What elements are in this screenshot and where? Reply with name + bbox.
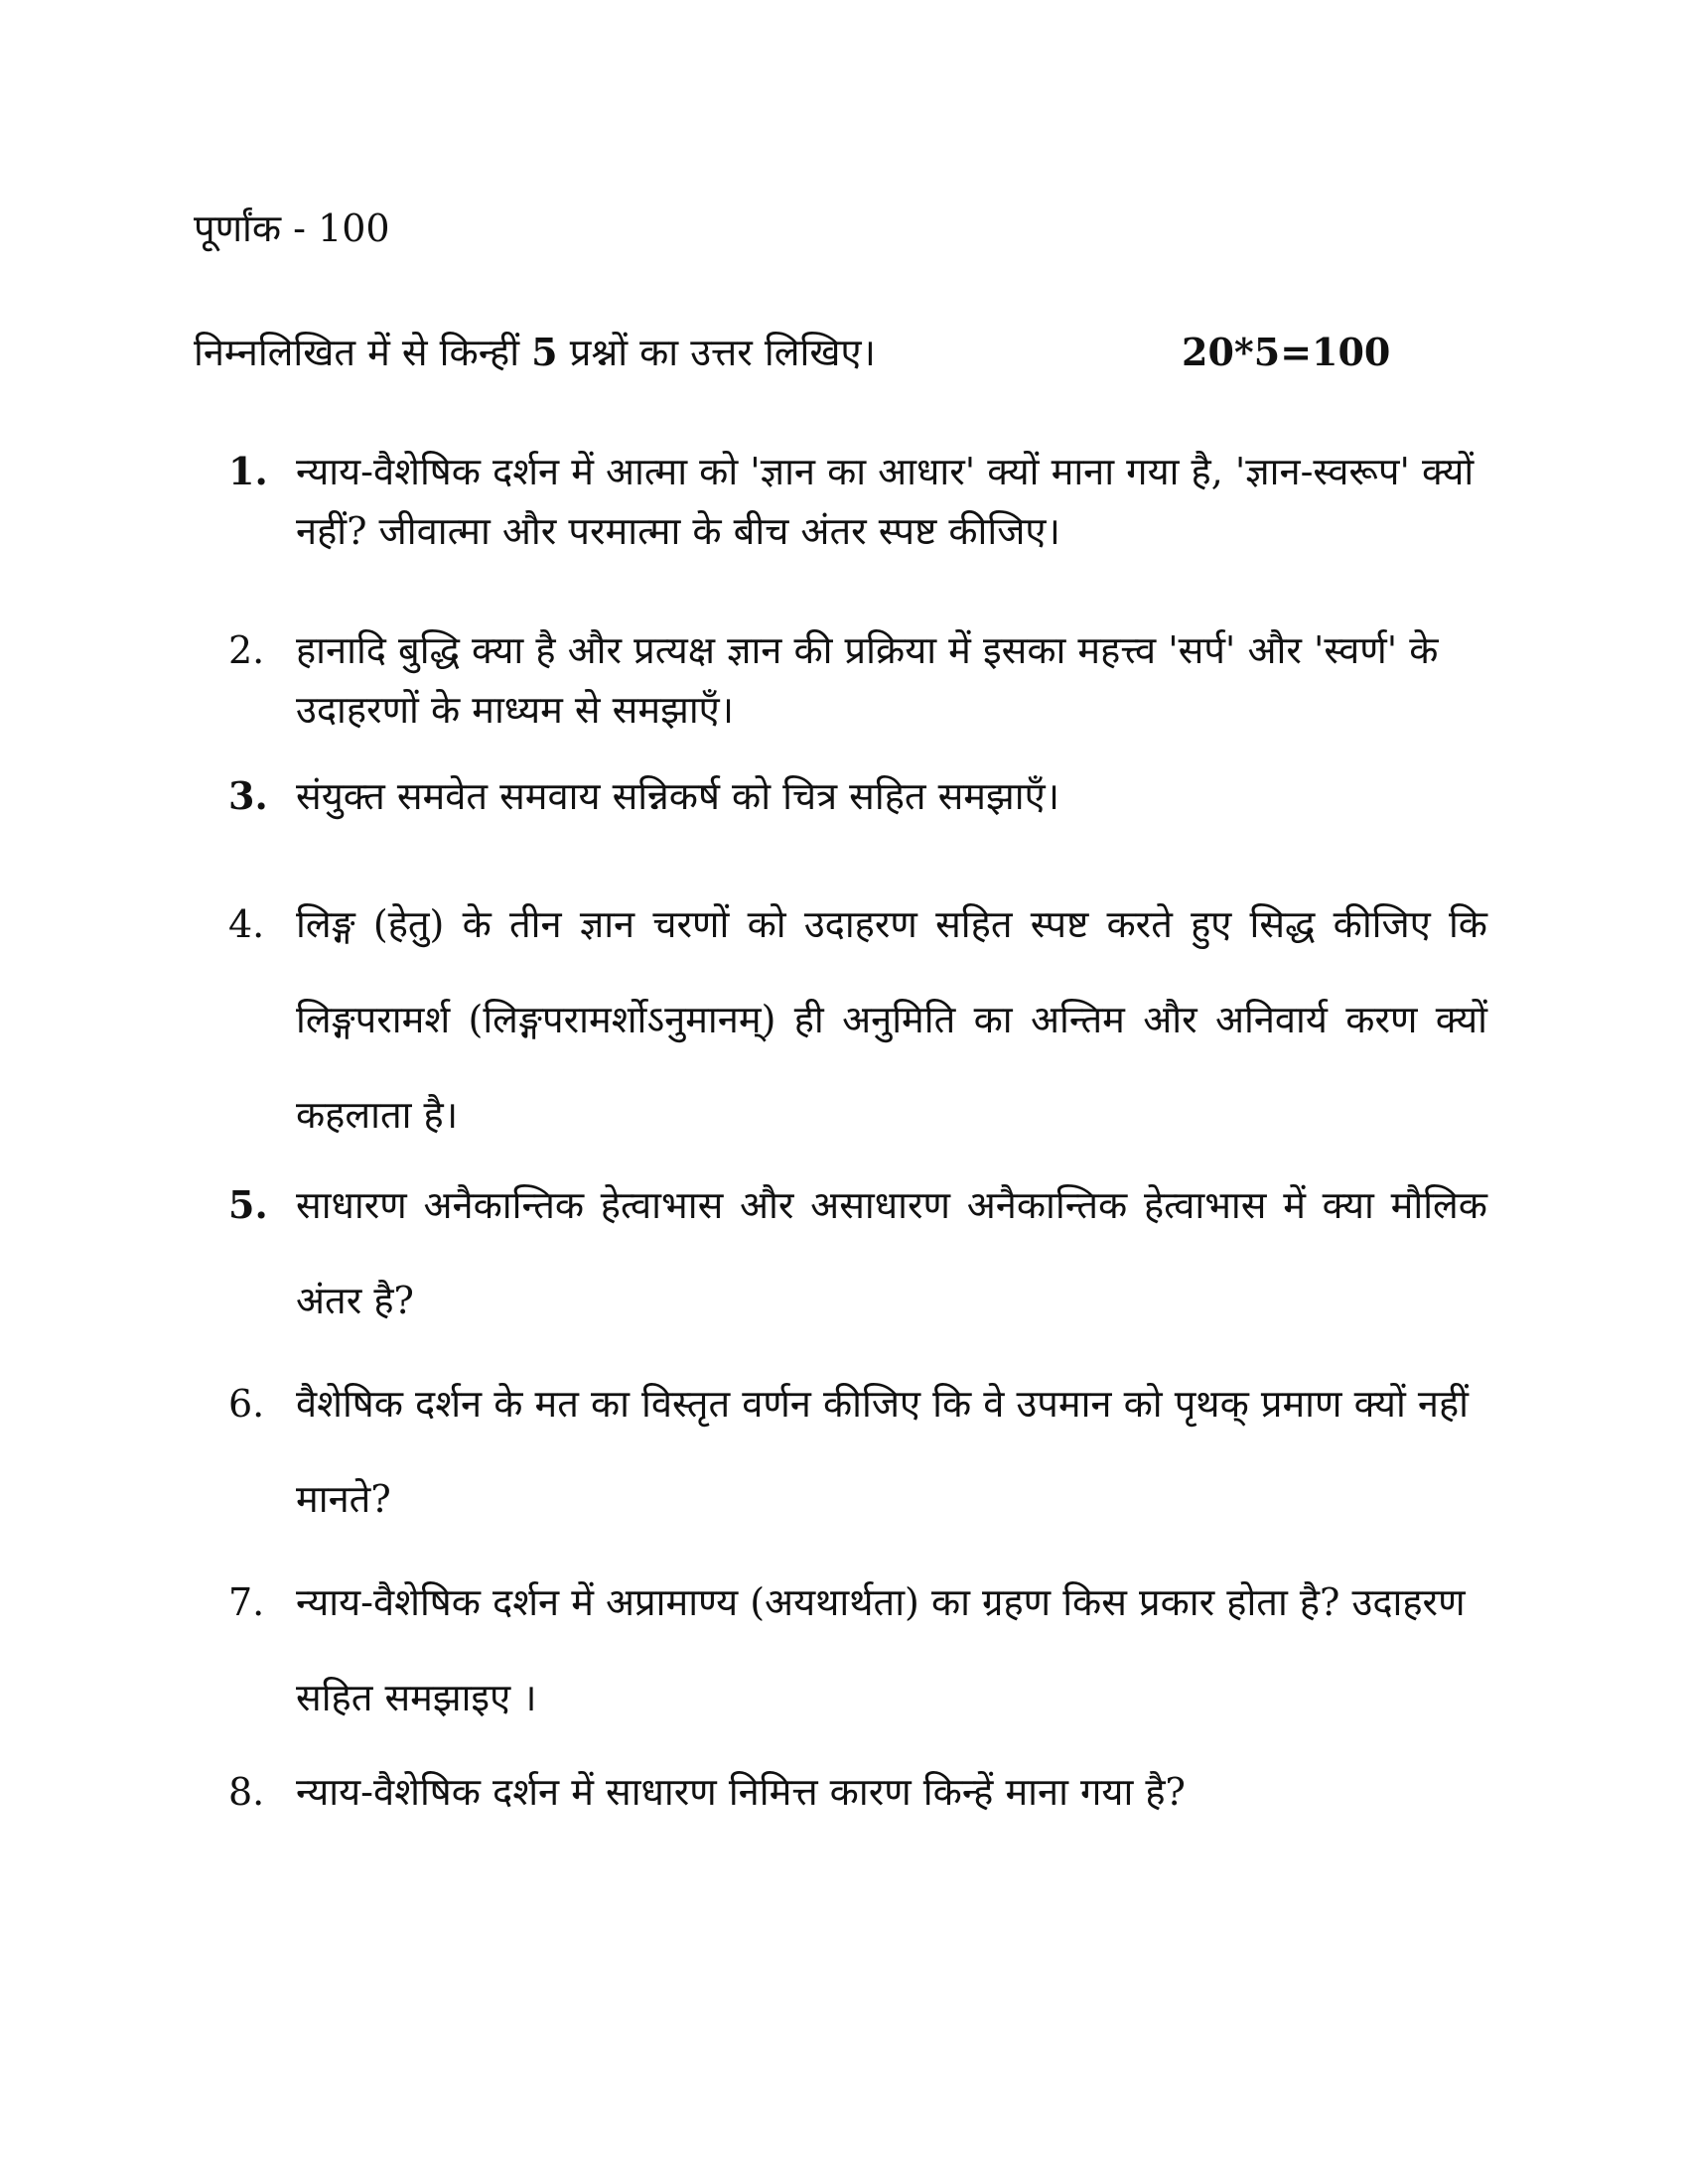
question-text: न्याय-वैशेषिक दर्शन में आत्मा को 'ज्ञान का आधार' क्यों माना गया है, 'ज्ञान-स्वरूप' क्यों नहीं? जीवात्मा और परमात्मा के बीच अंतर स्पष्ट कीजिए। xyxy=(296,450,1475,553)
question-text: वैशेषिक दर्शन के मत का विस्तृत वर्णन कीजिए कि वे उपमान को पृथक् प्रमाण क्यों नहीं मानते? xyxy=(296,1382,1469,1521)
question-text: हानादि बुद्धि क्या है और प्रत्यक्ष ज्ञान की प्रक्रिया में इसका महत्त्व 'सर्प' और 'स्वर्ण' के उदाहरणों के माध्यम से समझाएँ। xyxy=(296,628,1439,732)
question-number: 6. xyxy=(228,1382,265,1426)
instruction-row xyxy=(194,328,1391,382)
question-number: 1. xyxy=(228,449,268,493)
question-number: 8. xyxy=(228,1770,265,1814)
instruction-text xyxy=(194,328,876,377)
question-text: न्याय-वैशेषिक दर्शन में साधारण निमित्त कारण किन्हें माना गया है? xyxy=(296,1770,1186,1814)
question-number: 3. xyxy=(228,773,268,818)
marks-formula: 20*5=100 xyxy=(1182,330,1391,374)
max-marks: पूर्णांक - 100 xyxy=(194,206,390,250)
instruction-prefix: निम्नलिखित में से किन्हीं xyxy=(194,331,532,374)
instruction-suffix: प्रश्नों का उत्तर लिखिए। xyxy=(557,331,876,374)
instruction-count: 5 xyxy=(531,330,558,374)
question-number: 5. xyxy=(228,1182,268,1227)
question-text: साधारण अनैकान्तिक हेत्वाभास और असाधारण अनैकान्तिक हेत्वाभास में क्या मौलिक अंतर है? xyxy=(296,1183,1487,1322)
question-number: 7. xyxy=(228,1580,265,1624)
question-text: न्याय-वैशेषिक दर्शन में अप्रामाण्य (अयथार्थता) का ग्रहण किस प्रकार होता है? उदाहरण सहित समझाइए । xyxy=(296,1580,1466,1719)
question-text: संयुक्त समवेत समवाय सन्निकर्ष को चित्र सहित समझाएँ। xyxy=(296,774,1060,818)
question-number: 2. xyxy=(228,628,265,672)
question-number: 4. xyxy=(228,902,265,946)
question-text: लिङ्ग (हेतु) के तीन ज्ञान चरणों को उदाहरण सहित स्पष्ट करते हुए सिद्ध कीजिए कि लिङ्गपरामर्श (लिङ्गपरामर्शोऽनुमानम्) ही अनुमिति का अन्तिम और अनिवार्य करण क्यों कहलाता है। xyxy=(296,902,1487,1137)
